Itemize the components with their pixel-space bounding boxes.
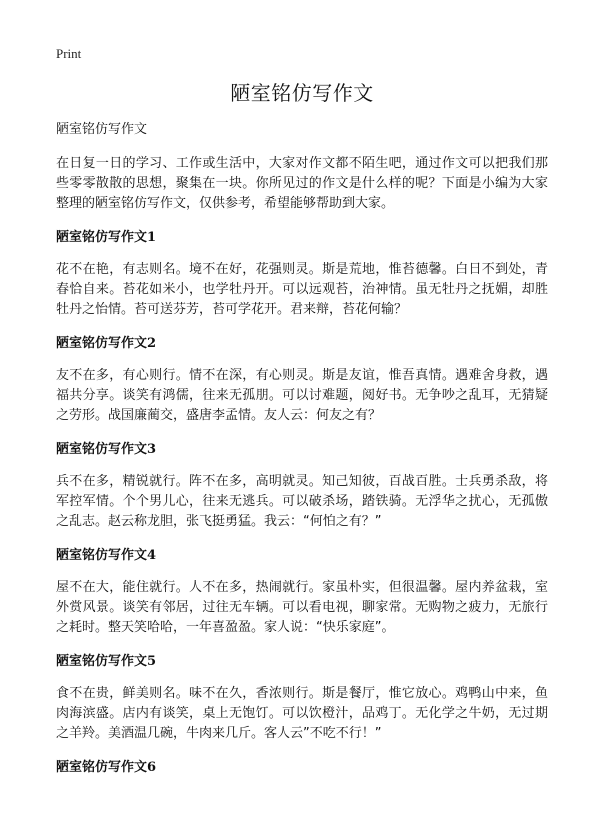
section-body: 花不在艳，有志则名。境不在好，花强则灵。斯是荒地，惟苔德馨。白日不到处，青春恰自来。苔花如米小，也学牡丹开。可以远观苔，治神情。虽无牡丹之抚媚，却胜牡丹之怡情。苔可送芬芳，苔可学花开。君来辩，苔花何输？ <box>56 262 548 317</box>
section-body: 食不在贵，鲜美则名。味不在久，香浓则行。斯是餐厅，惟它放心。鸡鸭山中来，鱼肉海滨盛。店内有谈笑，桌上无饱饤。可以饮橙汁，品鸡丁。无化学之牛奶，无过期之羊羚。美酒温几碗，牛肉来几斤。客人云”不吃不行！” <box>56 686 548 741</box>
section-heading: 陋室铭仿写作文3 <box>56 442 157 457</box>
print-link[interactable]: Print <box>56 46 82 61</box>
section-body: 屋不在大，能住就行。人不在多，热闹就行。家虽朴实，但很温馨。屋内养盆栽，室外赏风景。谈笑有邻居，过往无车辆。可以看电视，聊家常。无购物之疲力，无旅行之耗时。整天笑哈哈，一年喜盈盈。家人说：“快乐家庭”。 <box>56 580 548 635</box>
intro-paragraph: 在日复一日的学习、工作或生活中，大家对作文都不陌生吧，通过作文可以把我们那些零零散散的思想，聚集在一块。你所见过的作文是什么样的呢？下面是小编为大家整理的陋室铭仿写作文，仅供参考，希望能够帮助到大家。 <box>56 156 548 211</box>
document-subtitle: 陋室铭仿写作文 <box>56 122 148 137</box>
document-page <box>56 76 548 778</box>
section-body: 兵不在多，精锐就行。阵不在多，高明就灵。知己知彼，百战百胜。士兵勇杀敌，将军控军情。个个男儿心，往来无逃兵。可以破杀场，踏铁骑。无浮华之扰心，无孤傲之乱志。赵云称龙胆，张飞挺勇猛。我云：“何怕之有？” <box>56 474 548 529</box>
section-heading: 陋室铭仿写作文2 <box>56 336 157 351</box>
section-body: 友不在多，有心则行。情不在深，有心则灵。斯是友谊，惟吾真情。遇难舍身救，遇福共分享。谈笑有鸿儒，往来无孤朋。可以讨难题，阅好书。无争吵之乱耳，无猜疑之劳形。战国廉蔺交，盛唐李孟情。友人云：何友之有？ <box>56 368 548 423</box>
section-heading: 陋室铭仿写作文1 <box>56 230 157 245</box>
page-title: 陋室铭仿写作文 <box>230 81 374 105</box>
section-heading: 陋室铭仿写作文4 <box>56 548 157 563</box>
section-heading: 陋室铭仿写作文5 <box>56 654 157 669</box>
section-heading: 陋室铭仿写作文6 <box>56 760 157 775</box>
